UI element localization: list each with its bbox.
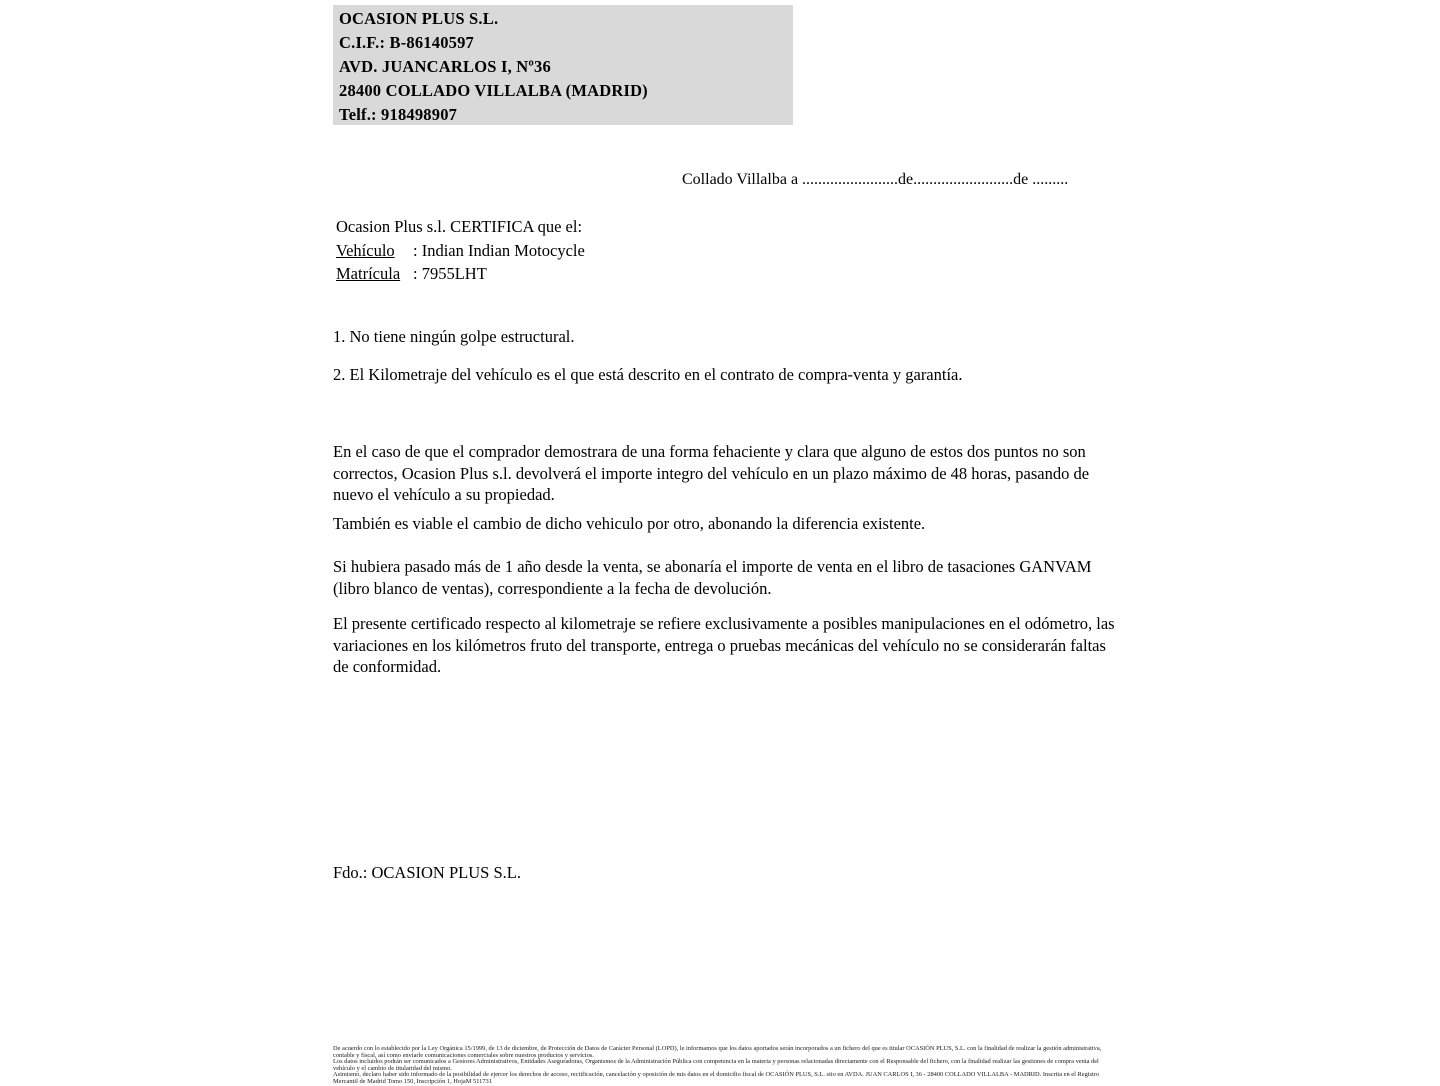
- condition-2: 2. El Kilometraje del vehículo es el que está descrito en el contrato de compra-venta y garantía.: [333, 365, 963, 384]
- company-city: 28400 COLLADO VILLALBA (MADRID): [339, 81, 648, 100]
- date-line: Collado Villalba a ........................de.........................de .........: [682, 171, 1069, 188]
- paragraph-odometer: El presente certificado respecto al kilometraje se refiere exclusivamente a posibles manipulaciones en el odómetro, las variaciones en los kilómetros fruto del transporte, entrega o pruebas mecánicas del vehículo no se considerarán faltas de conformidad.: [333, 614, 1115, 677]
- certification-block: [336, 215, 585, 286]
- paragraph-ganvam: Si hubiera pasado más de 1 año desde la venta, se abonaría el importe de venta en el libro de tasaciones GANVAM (libro blanco de ventas), correspondiente a la fecha de devolución.: [333, 557, 1092, 598]
- paragraph-refund: En el caso de que el comprador demostrara de una forma fehaciente y clara que alguno de estos dos puntos no son correctos, Ocasion Plus s.l. devolverá el importe integro del vehículo en un plazo máximo de 48 horas, pasando de nuevo el vehículo a su propiedad.: [333, 442, 1090, 505]
- plate-value: : 7955LHT: [413, 264, 487, 283]
- company-letterhead: [333, 5, 793, 125]
- vehicle-label: Vehículo: [336, 240, 395, 260]
- company-name: OCASION PLUS S.L.: [339, 9, 499, 28]
- company-cif: C.I.F.: B-86140597: [339, 33, 474, 52]
- certify-intro: Ocasion Plus s.l. CERTIFICA que el:: [336, 217, 583, 236]
- plate-label: Matrícula: [336, 264, 401, 283]
- vehicle-line: [336, 239, 585, 263]
- company-address: AVD. JUANCARLOS I, Nº36: [339, 57, 551, 76]
- condition-1: 1. No tiene ningún golpe estructural.: [333, 327, 575, 346]
- plate-line: [336, 262, 585, 286]
- plate-label-cell: [336, 262, 413, 286]
- company-phone: Telf.: 918498907: [339, 105, 458, 124]
- legal-paragraph: Los datos incluidos podrán ser comunicados a Gestores Administrativos, Entidades Aseguradoras, Organismos de la Administración Pública con competencia en la materia y personas relacionadas directamente con el Responsable del fichero, con la finalidad realizar las gestiones de compra venta del vehículo y el cambio de titularidad del mismo.: [333, 1058, 1099, 1072]
- legal-paragraph: Asimismo, declaro haber sido informado de la posibilidad de ejercer los derechos de acceso, rectificación, cancelación y oposición de mis datos en el domicilio fiscal de OCASIÓN PLUS, S.L. sito en AVDA. JUAN CARLOS I, 36 - 28400 COLLADO VILLALBA - MADRID. Inscrita en el Registro Mercantil de Madrid Tomo 150, Inscripción 1, HojaM 511731: [333, 1071, 1100, 1085]
- vehicle-label-cell: [336, 239, 413, 263]
- vehicle-value: : Indian Indian Motocycle: [413, 240, 585, 260]
- paragraph-exchange: También es viable el cambio de dicho vehiculo por otro, abonando la diferencia existente.: [333, 514, 926, 533]
- signature-line: Fdo.: OCASION PLUS S.L.: [333, 863, 521, 882]
- legal-paragraph: De acuerdo con lo establecido por la Ley Orgánica 15/1999, de 13 de diciembre, de Protección de Datos de Carácter Personal (LOPD), le informamos que los datos aportados serán incorporados a un fichero del que es titular OCASIÓN PLUS, S.L. con la finalidad de realizar la gestión administrativa, contable y fiscal, así como enviarle comunicaciones comerciales sobre nuestros productos y servicios.: [333, 1045, 1102, 1059]
